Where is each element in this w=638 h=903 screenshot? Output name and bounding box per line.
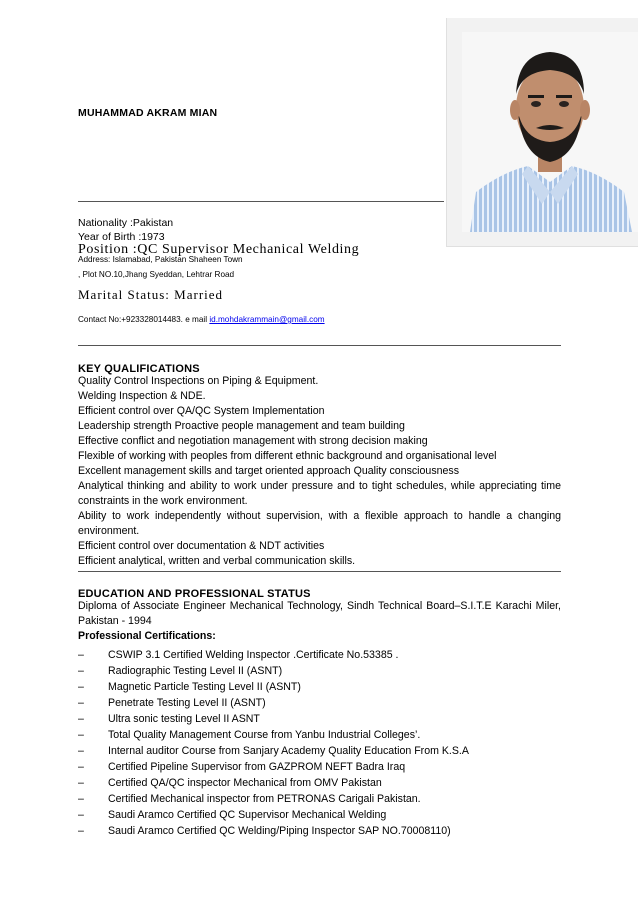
certification-item: – Internal auditor Course from Sanjary Academy Quality Education From K.S.A	[78, 745, 469, 757]
certification-item: – Ultra sonic testing Level II ASNT	[78, 713, 260, 725]
qualification-item: Ability to work independently without supervision, with a flexible approach to handle a changing environment.	[78, 510, 561, 537]
contact-divider	[78, 345, 561, 346]
qualification-item: Welding Inspection & NDE.	[78, 390, 206, 402]
qualification-item: Efficient control over documentation & NDT activities	[78, 540, 325, 552]
certification-item: – CSWIP 3.1 Certified Welding Inspector .Certificate No.53385 .	[78, 649, 399, 661]
qualification-item: Quality Control Inspections on Piping & Equipment.	[78, 375, 319, 387]
certification-item: – Penetrate Testing Level II (ASNT)	[78, 697, 266, 709]
certification-item: – Saudi Aramco Certified QC Supervisor Mechanical Welding	[78, 809, 387, 821]
certification-item: – Magnetic Particle Testing Level II (ASNT)	[78, 681, 301, 693]
certification-item: – Radiographic Testing Level II (ASNT)	[78, 665, 283, 677]
key-qualifications-list	[78, 374, 561, 569]
certification-item: – Certified Mechanical inspector from PETRONAS Carigali Pakistan.	[78, 793, 421, 805]
year-of-birth: Year of Birth :1973	[78, 231, 165, 243]
education-title: EDUCATION AND PROFESSIONAL STATUS	[78, 588, 311, 600]
contact-text: Contact No:+923328014483. e mail	[78, 315, 210, 324]
qualification-item: Efficient control over QA/QC System Implementation	[78, 405, 325, 417]
person-portrait-icon	[462, 32, 638, 232]
qualifications-divider	[78, 571, 561, 572]
nationality: Nationality :Pakistan	[78, 217, 174, 229]
certification-item: – Total Quality Management Course from Yanbu Industrial Colleges’.	[78, 729, 421, 741]
diploma: Diploma of Associate Engineer Mechanical Technology, Sindh Technical Board–S.I.T.E Karachi Miler, Pakistan - 1994	[78, 600, 561, 627]
key-qualifications-title: KEY QUALIFICATIONS	[78, 363, 200, 375]
qualification-item: Flexible of working with peoples from different ethnic background and organisational level	[78, 450, 497, 462]
email-link[interactable]: id.mohdakrammain@gmail.com	[209, 315, 325, 324]
marital-status: Marital Status: Married	[78, 287, 224, 302]
certification-item: – Certified QA/QC inspector Mechanical from OMV Pakistan	[78, 777, 382, 789]
qualification-item: Excellent management skills and target oriented approach Quality consciousness	[78, 465, 459, 477]
certification-item: – Saudi Aramco Certified QC Welding/Piping Inspector SAP NO.70008110)	[78, 825, 451, 837]
certifications-title: Professional Certifications:	[78, 630, 216, 642]
certification-item: – Certified Pipeline Supervisor from GAZPROM NEFT Badra Iraq	[78, 761, 406, 773]
contact-line	[78, 315, 325, 324]
header-divider	[78, 201, 444, 202]
qualification-item: Effective conflict and negotiation management with strong decision making	[78, 435, 428, 447]
candidate-name: MUHAMMAD AKRAM MIAN	[78, 107, 218, 119]
address-line-2: , Plot NO.10,Jhang Syeddan, Lehtrar Road	[78, 270, 235, 279]
profile-photo	[462, 32, 638, 232]
qualification-item: Analytical thinking and ability to work under pressure and to tight schedules, while appreciating time constraints in the work environment.	[78, 480, 561, 507]
qualification-item: Leadership strength Proactive people management and team building	[78, 420, 405, 432]
address-line-1: Address: Islamabad, Pakistan Shaheen Town	[78, 255, 243, 264]
qualification-item: Efficient analytical, written and verbal communication skills.	[78, 555, 356, 567]
position: Position :QC Supervisor Mechanical Welding	[78, 242, 360, 257]
